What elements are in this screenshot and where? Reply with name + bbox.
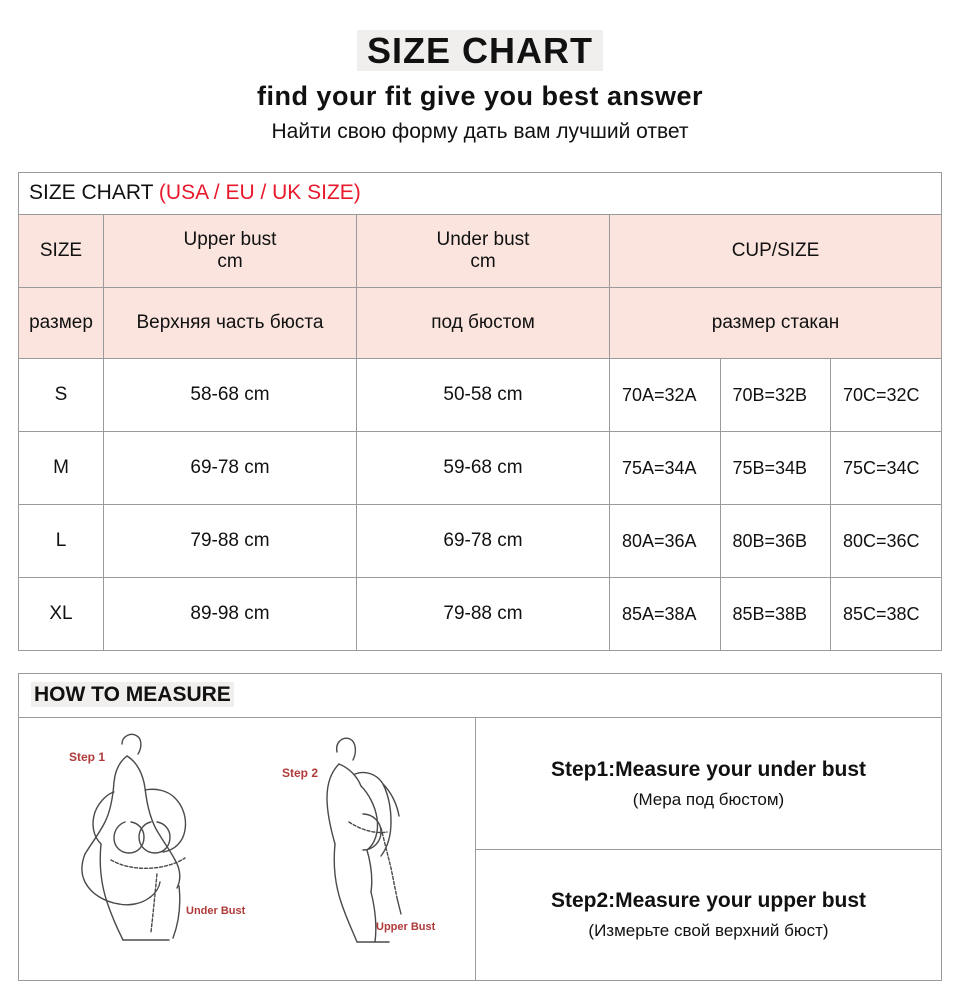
- header-under-bust-ru: под бюстом: [357, 288, 610, 359]
- row-upper-bust: 89-98 cm: [104, 578, 357, 651]
- measure-steps: [476, 718, 941, 980]
- header-upper-bust-ru: Верхняя часть бюста: [104, 288, 357, 359]
- row-cup-b: 85B=38B: [720, 578, 831, 651]
- row-cup-a: 75A=34A: [610, 432, 721, 505]
- row-cup-c: 75C=34C: [831, 432, 942, 505]
- row-size: M: [19, 432, 104, 505]
- how-to-measure-title-text: HOW TO MEASURE: [31, 682, 234, 707]
- page-title: SIZE CHART: [357, 30, 603, 71]
- header-upper-bust-label: Upper bust: [183, 228, 277, 250]
- measure-step-1-russian: (Мера под бюстом): [632, 789, 785, 809]
- row-cup-c: 70C=32C: [831, 359, 942, 432]
- measure-illustration: [19, 718, 476, 980]
- row-size: L: [19, 505, 104, 578]
- how-to-measure-body: [19, 718, 941, 980]
- page-header: [0, 0, 960, 144]
- header-cup-size-ru: размер стакан: [610, 288, 942, 359]
- measure-step-2-russian: (Измерьте свой верхний бюст): [588, 921, 829, 941]
- row-cup-c: 85C=38C: [831, 578, 942, 651]
- row-upper-bust: 69-78 cm: [104, 432, 357, 505]
- size-chart-caption-text: SIZE CHART: [29, 181, 159, 205]
- page-subtitle-russian: Найти свою форму дать вам лучший ответ: [271, 120, 689, 144]
- row-upper-bust: 79-88 cm: [104, 505, 357, 578]
- row-size: XL: [19, 578, 104, 651]
- row-cup-c: 80C=36C: [831, 505, 942, 578]
- header-under-bust: [357, 215, 610, 288]
- table-header-row-russian: [19, 288, 941, 359]
- measure-step-1-title: Step1:Measure your under bust: [550, 757, 867, 781]
- header-size-ru: размер: [19, 288, 104, 359]
- figure-step1-label: Step 1: [69, 750, 106, 765]
- header-under-bust-label: Under bust: [436, 228, 530, 250]
- figure-under-bust-caption: Under Bust: [186, 905, 246, 918]
- header-size: SIZE: [19, 215, 104, 288]
- row-cup-b: 75B=34B: [720, 432, 831, 505]
- measure-step-2: [476, 850, 941, 981]
- header-upper-bust-unit: cm: [217, 251, 243, 273]
- how-to-measure-title: [19, 674, 941, 718]
- size-chart-section: [18, 172, 942, 651]
- table-row: [19, 432, 941, 505]
- row-cup-b: 80B=36B: [720, 505, 831, 578]
- how-to-measure-section: [18, 673, 942, 981]
- figure-step2-label: Step 2: [282, 766, 319, 781]
- header-upper-bust: [104, 215, 357, 288]
- table-header-row-english: [19, 215, 941, 288]
- measure-step-2-title: Step2:Measure your upper bust: [550, 889, 867, 913]
- row-under-bust: 50-58 cm: [357, 359, 610, 432]
- size-chart-caption-region: (USA / EU / UK SIZE): [158, 181, 361, 205]
- measure-step-1: [476, 718, 941, 850]
- row-cup-a: 80A=36A: [610, 505, 721, 578]
- row-cup-a: 85A=38A: [610, 578, 721, 651]
- page-subtitle: find your fit give you best answer: [256, 81, 704, 112]
- row-cup-a: 70A=32A: [610, 359, 721, 432]
- row-under-bust: 79-88 cm: [357, 578, 610, 651]
- table-row: [19, 578, 941, 651]
- row-upper-bust: 58-68 cm: [104, 359, 357, 432]
- row-size: S: [19, 359, 104, 432]
- table-row: [19, 505, 941, 578]
- row-under-bust: 59-68 cm: [357, 432, 610, 505]
- header-cup-size: CUP/SIZE: [610, 215, 942, 288]
- row-under-bust: 69-78 cm: [357, 505, 610, 578]
- row-cup-b: 70B=32B: [720, 359, 831, 432]
- size-chart-table: [19, 215, 941, 651]
- size-chart-caption: [19, 173, 941, 215]
- figure-upper-bust-caption: Upper Bust: [376, 921, 436, 934]
- table-row: [19, 359, 941, 432]
- header-under-bust-unit: cm: [470, 251, 496, 273]
